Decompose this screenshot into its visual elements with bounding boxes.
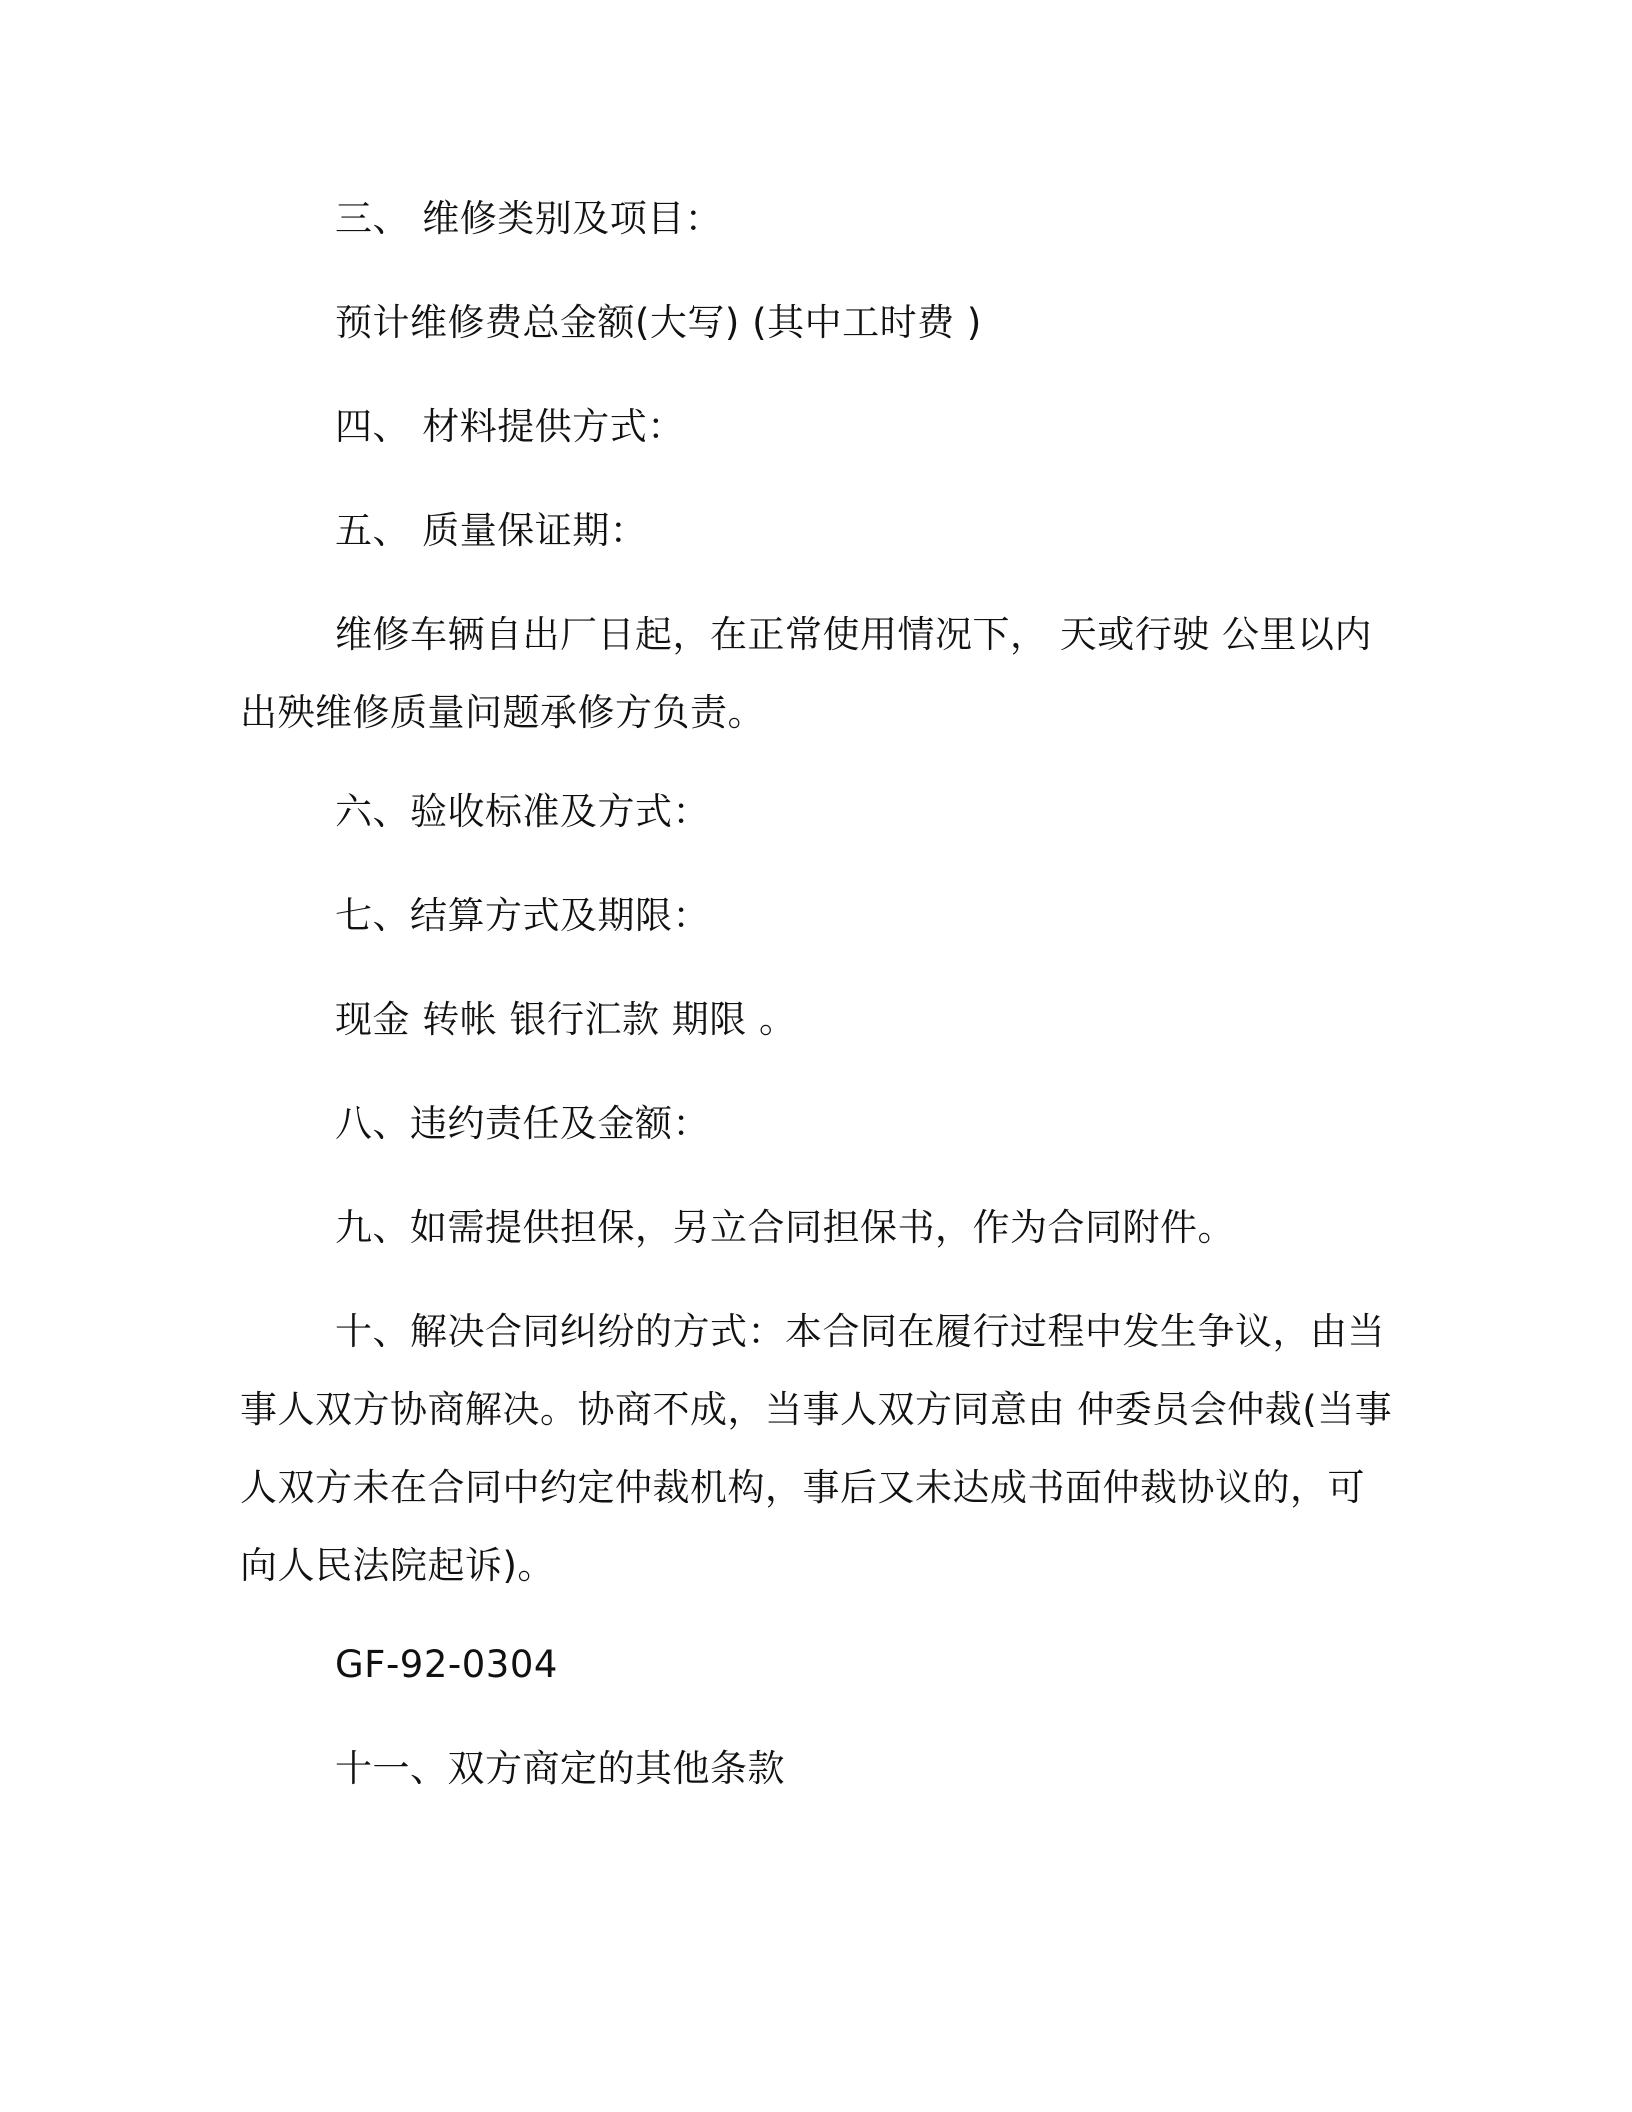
- section-7-heading: 七、结算方式及期限：: [335, 894, 710, 937]
- section-6-heading: 六、验收标准及方式：: [335, 790, 710, 833]
- payment-methods-line: 现金 转帐 银行汇款 期限 。: [335, 998, 797, 1041]
- section-10-paragraph-line-2: 事人双方协商解决。协商不成，当事人双方同意由 仲委员会仲裁(当事: [240, 1388, 1393, 1431]
- section-4-heading: 四、 材料提供方式：: [335, 405, 685, 448]
- section-10-paragraph-line-1: 十、解决合同纠纷的方式：本合同在履行过程中发生争议，由当: [335, 1310, 1385, 1353]
- section-3-heading: 三、 维修类别及项目：: [335, 197, 723, 240]
- estimated-cost-line: 预计维修费总金额(大写) (其中工时费 ): [335, 301, 982, 344]
- section-5-heading: 五、 质量保证期：: [335, 509, 648, 552]
- section-10-paragraph-line-4: 向人民法院起诉)。: [240, 1544, 555, 1587]
- section-8-heading: 八、违约责任及金额：: [335, 1102, 710, 1145]
- warranty-paragraph-line-2: 出殃维修质量问题承修方负责。: [240, 691, 765, 734]
- section-9-paragraph: 九、如需提供担保，另立合同担保书，作为合同附件。: [335, 1206, 1235, 1249]
- form-code: GF-92-0304: [335, 1643, 558, 1686]
- warranty-paragraph-line-1: 维修车辆自出厂日起，在正常使用情况下， 天或行驶 公里以内: [335, 613, 1373, 656]
- section-11-heading: 十一、双方商定的其他条款: [335, 1747, 785, 1790]
- section-10-paragraph-line-3: 人双方未在合同中约定仲裁机构，事后又未达成书面仲裁协议的，可: [240, 1466, 1365, 1509]
